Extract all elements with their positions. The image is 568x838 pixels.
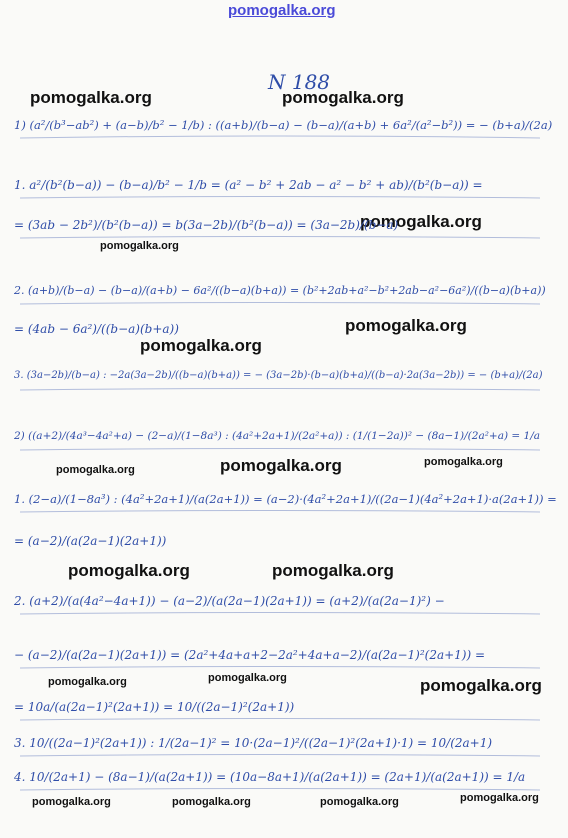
- watermark: pomogalka.org: [345, 316, 467, 335]
- solution-line: 3. (3a−2b)/(b−a) : −2a(3a−2b)/((b−a)(b+a)) = − (3a−2b)·(b−a)(b+a)/((b−a)·2a(3a−2b)) = − (b+a)/(2a): [14, 370, 543, 381]
- watermark: pomogalka.org: [48, 676, 127, 688]
- site-link[interactable]: pomogalka.org: [228, 2, 336, 19]
- solution-line: = 10a/(a(2a−1)²(2a+1)) = 10/((2a−1)²(2a+1)): [14, 700, 295, 714]
- watermark: pomogalka.org: [460, 792, 539, 804]
- solution-line: = (3ab − 2b²)/(b²(b−a)) = b(3a−2b)/(b²(b−a)) = (3a−2b)/(b−a): [14, 218, 399, 232]
- watermark: pomogalka.org: [282, 88, 404, 107]
- solution-line: 4. 10/(2a+1) − (8a−1)/(a(2a+1)) = (10a−8a+1)/(a(2a+1)) = (2a+1)/(a(2a+1)) = 1/a: [14, 770, 526, 784]
- watermark: pomogalka.org: [172, 796, 251, 808]
- watermark: pomogalka.org: [56, 464, 135, 476]
- solution-line: = (a−2)/(a(2a−1)(2a+1)): [14, 534, 167, 548]
- watermark: pomogalka.org: [140, 336, 262, 355]
- watermark: pomogalka.org: [68, 561, 190, 580]
- watermark: pomogalka.org: [100, 240, 179, 252]
- watermark: pomogalka.org: [32, 796, 111, 808]
- watermark: pomogalka.org: [272, 561, 394, 580]
- solution-line: = (4ab − 6a²)/((b−a)(b+a)): [14, 322, 179, 336]
- solution-line: 3. 10/((2a−1)²(2a+1)) : 1/(2a−1)² = 10·(2a−1)²/((2a−1)²(2a+1)·1) = 10/(2a+1): [14, 736, 493, 750]
- solution-line: 2) ((a+2)/(4a³−4a²+a) − (2−a)/(1−8a³) : (4a²+2a+1)/(2a²+a)) : (1/(1−2a))² − (8a−1)/(2a²+a) = 1/a: [14, 430, 541, 442]
- solution-line: − (a−2)/(a(2a−1)(2a+1)) = (2a²+4a+a+2−2a²+4a+a−2)/(a(2a−1)²(2a+1)) =: [14, 648, 486, 662]
- watermark: pomogalka.org: [30, 88, 152, 107]
- watermark: pomogalka.org: [360, 212, 482, 231]
- watermark: pomogalka.org: [420, 676, 542, 695]
- solution-line: 1. a²/(b²(b−a)) − (b−a)/b² − 1/b = (a² − b² + 2ab − a² − b² + ab)/(b²(b−a)) =: [14, 178, 483, 192]
- watermark: pomogalka.org: [220, 456, 342, 475]
- watermark: pomogalka.org: [208, 672, 287, 684]
- watermark: pomogalka.org: [424, 456, 503, 468]
- solution-line: 1) (a²/(b³−ab²) + (a−b)/b² − 1/b) : ((a+b)/(b−a) − (b−a)/(a+b) + 6a²/(a²−b²)) = − (b+a)/(2a): [14, 118, 553, 132]
- problem-number: N 188: [268, 70, 331, 94]
- watermark: pomogalka.org: [320, 796, 399, 808]
- solution-line: 1. (2−a)/(1−8a³) : (4a²+2a+1)/(a(2a+1)) = (a−2)·(4a²+2a+1)/((2a−1)(4a²+2a+1)·a(2a+1)) =: [14, 492, 557, 506]
- solution-line: 2. (a+2)/(a(4a²−4a+1)) − (a−2)/(a(2a−1)(2a+1)) = (a+2)/(a(2a−1)²) −: [14, 594, 445, 608]
- solution-line: 2. (a+b)/(b−a) − (b−a)/(a+b) − 6a²/((b−a)(b+a)) = (b²+2ab+a²−b²+2ab−a²−6a²)/((b−a)(b+a)): [14, 284, 546, 297]
